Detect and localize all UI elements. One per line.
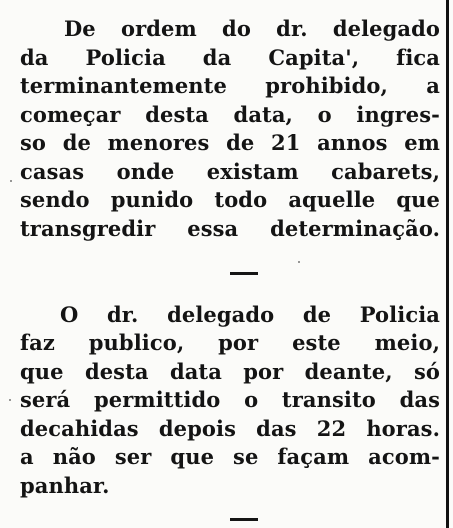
paragraph-2-line-2: faz publico, por este meio, bbox=[20, 330, 440, 355]
paragraph-1-line-2: da Policia da Capita', fica bbox=[20, 45, 440, 70]
separator-dash bbox=[230, 272, 258, 275]
paragraph-1-line-6: casas onde existam cabarets, bbox=[20, 159, 440, 184]
column-rule bbox=[446, 0, 449, 528]
paragraph-2-line-6: a não ser que se façam acom- bbox=[20, 444, 440, 469]
print-speck bbox=[10, 180, 12, 182]
paragraph-1-line-4: começar desta data, o ingres- bbox=[20, 102, 440, 127]
print-speck bbox=[9, 399, 11, 401]
paragraph-1-line-1: De ordem do dr. delegado bbox=[64, 16, 440, 41]
paragraph-2-line-3: que desta data por deante, só bbox=[20, 359, 440, 384]
paragraph-2-line-7: panhar. bbox=[20, 473, 110, 498]
paragraph-1-line-5: so de menores de 21 annos em bbox=[20, 130, 440, 155]
paragraph-2-line-4: será permittido o transito das bbox=[20, 387, 440, 412]
paragraph-1-line-7: sendo punido todo aquelle que bbox=[20, 187, 440, 212]
separator-dash bbox=[230, 518, 258, 521]
paragraph-1-line-3: terminantemente prohibido, a bbox=[20, 73, 440, 98]
paragraph-2-line-5: decahidas depois das 22 horas. bbox=[20, 416, 440, 441]
print-speck bbox=[298, 261, 300, 263]
paragraph-1-line-8: transgredir essa determinação. bbox=[20, 216, 440, 241]
paragraph-2-line-1: O dr. delegado de Policia bbox=[60, 302, 440, 327]
